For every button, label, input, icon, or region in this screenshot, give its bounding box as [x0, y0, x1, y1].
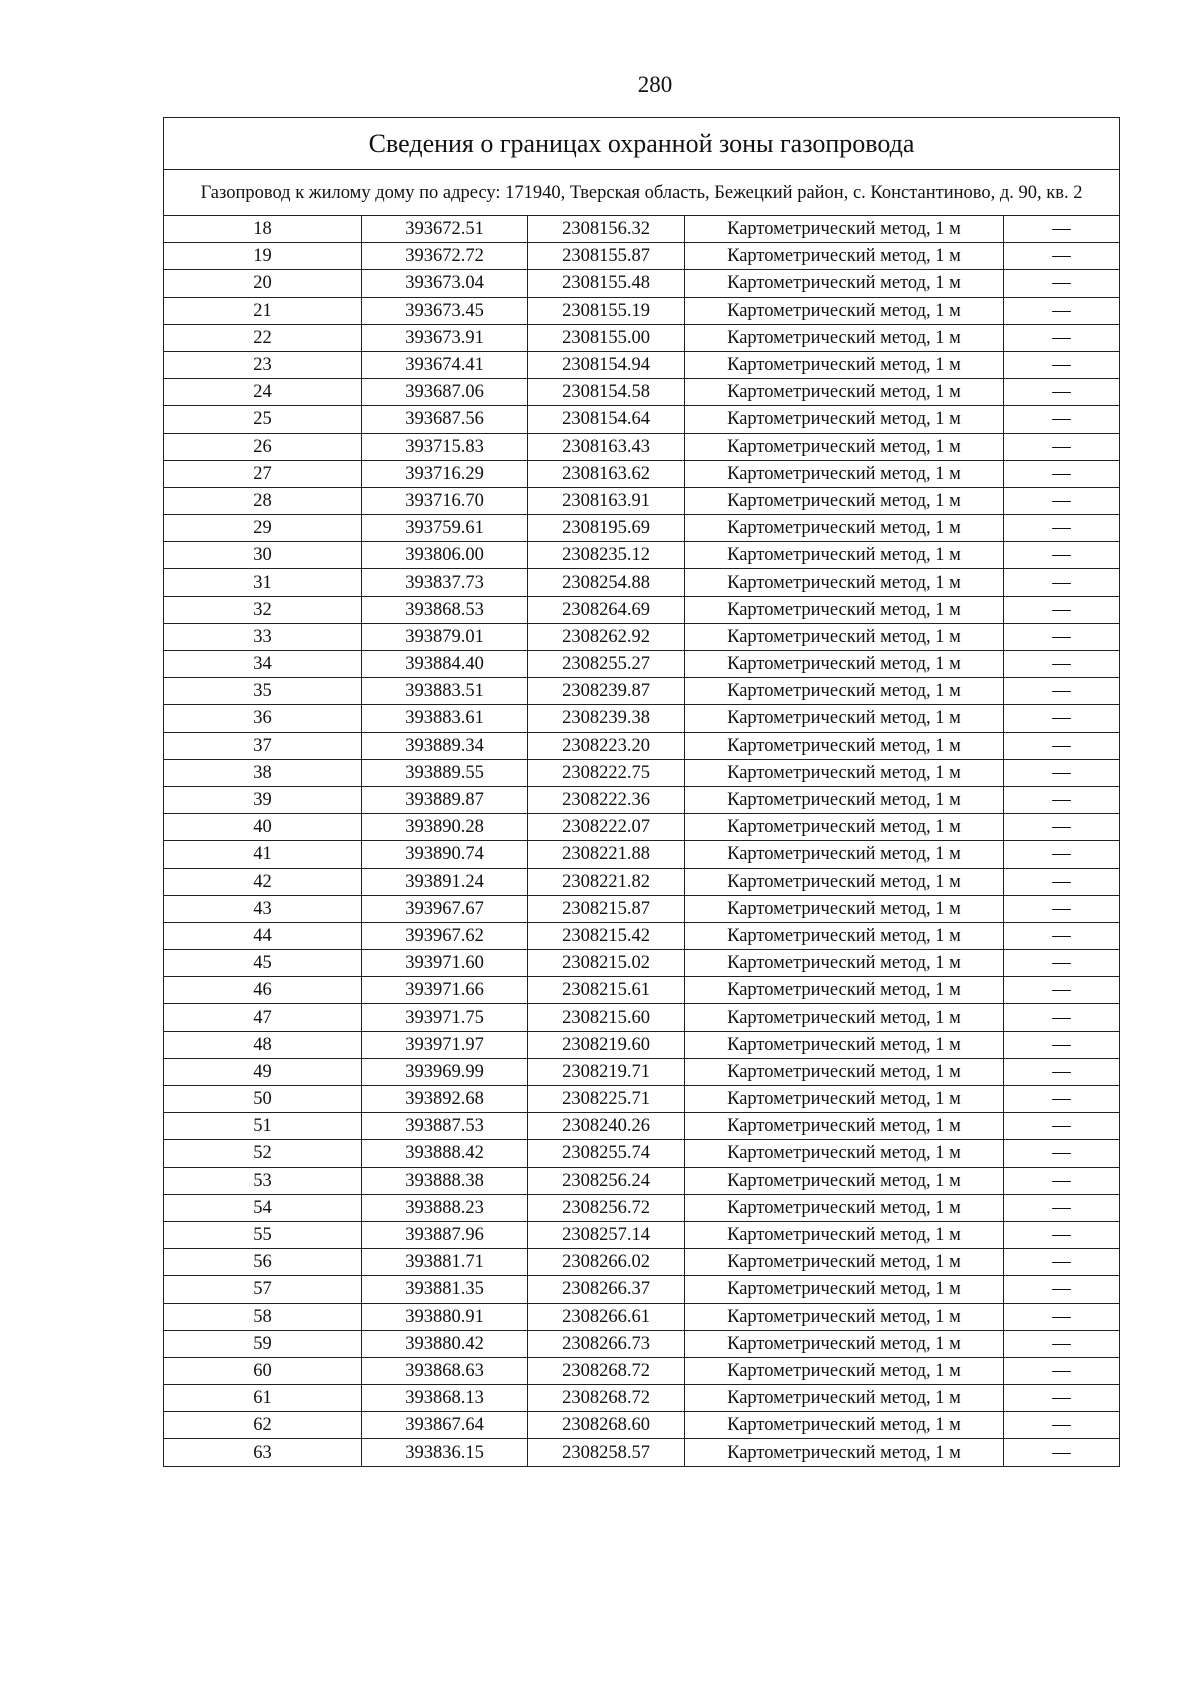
table-row [164, 324, 1120, 351]
method-cell: Картометрический метод, 1 м [685, 950, 1004, 977]
table-row [164, 1113, 1120, 1140]
x-coordinate-cell: 393967.67 [362, 895, 528, 922]
precision-cell: — [1004, 841, 1120, 868]
method-cell: Картометрический метод, 1 м [685, 868, 1004, 895]
x-coordinate-cell: 393971.97 [362, 1031, 528, 1058]
point-number-cell: 50 [164, 1086, 362, 1113]
precision-cell: — [1004, 1058, 1120, 1085]
x-coordinate-cell: 393879.01 [362, 623, 528, 650]
point-number-cell: 32 [164, 596, 362, 623]
table-row [164, 678, 1120, 705]
y-coordinate-cell: 2308262.92 [528, 623, 685, 650]
x-coordinate-cell: 393687.06 [362, 379, 528, 406]
y-coordinate-cell: 2308255.27 [528, 651, 685, 678]
table-row [164, 297, 1120, 324]
table-row [164, 651, 1120, 678]
precision-cell: — [1004, 1439, 1120, 1466]
table-row [164, 759, 1120, 786]
y-coordinate-cell: 2308221.82 [528, 868, 685, 895]
precision-cell: — [1004, 243, 1120, 270]
y-coordinate-cell: 2308225.71 [528, 1086, 685, 1113]
point-number-cell: 30 [164, 542, 362, 569]
y-coordinate-cell: 2308222.36 [528, 786, 685, 813]
precision-cell: — [1004, 1330, 1120, 1357]
point-number-cell: 37 [164, 732, 362, 759]
method-cell: Картометрический метод, 1 м [685, 1058, 1004, 1085]
point-number-cell: 55 [164, 1221, 362, 1248]
point-number-cell: 53 [164, 1167, 362, 1194]
table-row [164, 1357, 1120, 1384]
point-number-cell: 18 [164, 216, 362, 243]
y-coordinate-cell: 2308215.87 [528, 895, 685, 922]
precision-cell: — [1004, 759, 1120, 786]
table-row [164, 1412, 1120, 1439]
x-coordinate-cell: 393674.41 [362, 351, 528, 378]
y-coordinate-cell: 2308154.64 [528, 406, 685, 433]
x-coordinate-cell: 393716.29 [362, 460, 528, 487]
table-row [164, 732, 1120, 759]
method-cell: Картометрический метод, 1 м [685, 1031, 1004, 1058]
x-coordinate-cell: 393673.91 [362, 324, 528, 351]
point-number-cell: 44 [164, 922, 362, 949]
x-coordinate-cell: 393889.34 [362, 732, 528, 759]
precision-cell: — [1004, 678, 1120, 705]
table-row [164, 1086, 1120, 1113]
y-coordinate-cell: 2308156.32 [528, 216, 685, 243]
precision-cell: — [1004, 950, 1120, 977]
point-number-cell: 27 [164, 460, 362, 487]
point-number-cell: 63 [164, 1439, 362, 1466]
y-coordinate-cell: 2308154.94 [528, 351, 685, 378]
table-row [164, 542, 1120, 569]
table-row [164, 569, 1120, 596]
page-number: 280 [637, 72, 673, 97]
precision-cell: — [1004, 569, 1120, 596]
method-cell: Картометрический метод, 1 м [685, 1194, 1004, 1221]
y-coordinate-cell: 2308221.88 [528, 841, 685, 868]
precision-cell: — [1004, 922, 1120, 949]
precision-cell: — [1004, 1303, 1120, 1330]
x-coordinate-cell: 393967.62 [362, 922, 528, 949]
x-coordinate-cell: 393883.61 [362, 705, 528, 732]
y-coordinate-cell: 2308239.87 [528, 678, 685, 705]
x-coordinate-cell: 393868.13 [362, 1385, 528, 1412]
method-cell: Картометрический метод, 1 м [685, 243, 1004, 270]
table-title-row [164, 118, 1120, 170]
y-coordinate-cell: 2308268.60 [528, 1412, 685, 1439]
point-number-cell: 24 [164, 379, 362, 406]
method-cell: Картометрический метод, 1 м [685, 433, 1004, 460]
method-cell: Картометрический метод, 1 м [685, 1330, 1004, 1357]
point-number-cell: 23 [164, 351, 362, 378]
y-coordinate-cell: 2308163.91 [528, 487, 685, 514]
x-coordinate-cell: 393836.15 [362, 1439, 528, 1466]
x-coordinate-cell: 393716.70 [362, 487, 528, 514]
table-row [164, 977, 1120, 1004]
x-coordinate-cell: 393880.42 [362, 1330, 528, 1357]
precision-cell: — [1004, 460, 1120, 487]
table-row [164, 379, 1120, 406]
precision-cell: — [1004, 895, 1120, 922]
precision-cell: — [1004, 1113, 1120, 1140]
y-coordinate-cell: 2308266.73 [528, 1330, 685, 1357]
method-cell: Картометрический метод, 1 м [685, 1140, 1004, 1167]
point-number-cell: 29 [164, 515, 362, 542]
table-row [164, 895, 1120, 922]
point-number-cell: 35 [164, 678, 362, 705]
x-coordinate-cell: 393672.72 [362, 243, 528, 270]
boundary-table [163, 117, 1120, 1467]
y-coordinate-cell: 2308155.19 [528, 297, 685, 324]
y-coordinate-cell: 2308257.14 [528, 1221, 685, 1248]
point-number-cell: 58 [164, 1303, 362, 1330]
precision-cell: — [1004, 515, 1120, 542]
table-row [164, 596, 1120, 623]
table-row [164, 243, 1120, 270]
point-number-cell: 41 [164, 841, 362, 868]
y-coordinate-cell: 2308155.87 [528, 243, 685, 270]
precision-cell: — [1004, 977, 1120, 1004]
point-number-cell: 38 [164, 759, 362, 786]
method-cell: Картометрический метод, 1 м [685, 977, 1004, 1004]
point-number-cell: 62 [164, 1412, 362, 1439]
precision-cell: — [1004, 1249, 1120, 1276]
precision-cell: — [1004, 406, 1120, 433]
point-number-cell: 22 [164, 324, 362, 351]
table-row [164, 1031, 1120, 1058]
point-number-cell: 21 [164, 297, 362, 324]
x-coordinate-cell: 393759.61 [362, 515, 528, 542]
y-coordinate-cell: 2308215.60 [528, 1004, 685, 1031]
x-coordinate-cell: 393880.91 [362, 1303, 528, 1330]
table-row [164, 623, 1120, 650]
point-number-cell: 36 [164, 705, 362, 732]
precision-cell: — [1004, 814, 1120, 841]
x-coordinate-cell: 393888.23 [362, 1194, 528, 1221]
precision-cell: — [1004, 1221, 1120, 1248]
y-coordinate-cell: 2308223.20 [528, 732, 685, 759]
method-cell: Картометрический метод, 1 м [685, 1412, 1004, 1439]
table-row [164, 406, 1120, 433]
precision-cell: — [1004, 1004, 1120, 1031]
method-cell: Картометрический метод, 1 м [685, 922, 1004, 949]
method-cell: Картометрический метод, 1 м [685, 623, 1004, 650]
point-number-cell: 39 [164, 786, 362, 813]
method-cell: Картометрический метод, 1 м [685, 705, 1004, 732]
method-cell: Картометрический метод, 1 м [685, 487, 1004, 514]
method-cell: Картометрический метод, 1 м [685, 895, 1004, 922]
table-row [164, 1330, 1120, 1357]
point-number-cell: 54 [164, 1194, 362, 1221]
x-coordinate-cell: 393891.24 [362, 868, 528, 895]
table-row [164, 814, 1120, 841]
table-subtitle: Газопровод к жилому дому по адресу: 171940, Тверская область, Бежецкий район, с. Константиново, д. 90, кв. 2 [164, 170, 1120, 216]
precision-cell: — [1004, 1412, 1120, 1439]
y-coordinate-cell: 2308163.62 [528, 460, 685, 487]
table-row [164, 1439, 1120, 1466]
method-cell: Картометрический метод, 1 м [685, 324, 1004, 351]
method-cell: Картометрический метод, 1 м [685, 841, 1004, 868]
point-number-cell: 60 [164, 1357, 362, 1384]
table-body [164, 118, 1120, 1467]
precision-cell: — [1004, 297, 1120, 324]
y-coordinate-cell: 2308163.43 [528, 433, 685, 460]
x-coordinate-cell: 393971.75 [362, 1004, 528, 1031]
precision-cell: — [1004, 651, 1120, 678]
point-number-cell: 31 [164, 569, 362, 596]
x-coordinate-cell: 393892.68 [362, 1086, 528, 1113]
point-number-cell: 34 [164, 651, 362, 678]
y-coordinate-cell: 2308258.57 [528, 1439, 685, 1466]
y-coordinate-cell: 2308155.48 [528, 270, 685, 297]
precision-cell: — [1004, 216, 1120, 243]
table-row [164, 1276, 1120, 1303]
table-row [164, 460, 1120, 487]
table-row [164, 1058, 1120, 1085]
precision-cell: — [1004, 1167, 1120, 1194]
table-row [164, 1194, 1120, 1221]
method-cell: Картометрический метод, 1 м [685, 814, 1004, 841]
table-row [164, 515, 1120, 542]
precision-cell: — [1004, 705, 1120, 732]
method-cell: Картометрический метод, 1 м [685, 270, 1004, 297]
method-cell: Картометрический метод, 1 м [685, 1113, 1004, 1140]
y-coordinate-cell: 2308266.02 [528, 1249, 685, 1276]
method-cell: Картометрический метод, 1 м [685, 1221, 1004, 1248]
method-cell: Картометрический метод, 1 м [685, 759, 1004, 786]
y-coordinate-cell: 2308240.26 [528, 1113, 685, 1140]
table-row [164, 216, 1120, 243]
precision-cell: — [1004, 868, 1120, 895]
x-coordinate-cell: 393881.71 [362, 1249, 528, 1276]
point-number-cell: 20 [164, 270, 362, 297]
y-coordinate-cell: 2308222.07 [528, 814, 685, 841]
method-cell: Картометрический метод, 1 м [685, 569, 1004, 596]
method-cell: Картометрический метод, 1 м [685, 732, 1004, 759]
x-coordinate-cell: 393887.96 [362, 1221, 528, 1248]
y-coordinate-cell: 2308268.72 [528, 1385, 685, 1412]
x-coordinate-cell: 393673.45 [362, 297, 528, 324]
x-coordinate-cell: 393867.64 [362, 1412, 528, 1439]
method-cell: Картометрический метод, 1 м [685, 1385, 1004, 1412]
x-coordinate-cell: 393889.55 [362, 759, 528, 786]
precision-cell: — [1004, 542, 1120, 569]
table-row [164, 705, 1120, 732]
table-row [164, 433, 1120, 460]
y-coordinate-cell: 2308268.72 [528, 1357, 685, 1384]
precision-cell: — [1004, 433, 1120, 460]
method-cell: Картометрический метод, 1 м [685, 1276, 1004, 1303]
method-cell: Картометрический метод, 1 м [685, 297, 1004, 324]
method-cell: Картометрический метод, 1 м [685, 1249, 1004, 1276]
point-number-cell: 40 [164, 814, 362, 841]
point-number-cell: 42 [164, 868, 362, 895]
table-row [164, 786, 1120, 813]
table-row [164, 1221, 1120, 1248]
y-coordinate-cell: 2308195.69 [528, 515, 685, 542]
precision-cell: — [1004, 1276, 1120, 1303]
method-cell: Картометрический метод, 1 м [685, 216, 1004, 243]
table-row [164, 950, 1120, 977]
x-coordinate-cell: 393888.42 [362, 1140, 528, 1167]
method-cell: Картометрический метод, 1 м [685, 651, 1004, 678]
x-coordinate-cell: 393971.60 [362, 950, 528, 977]
table-subtitle-row [164, 170, 1120, 216]
y-coordinate-cell: 2308235.12 [528, 542, 685, 569]
point-number-cell: 57 [164, 1276, 362, 1303]
precision-cell: — [1004, 1385, 1120, 1412]
method-cell: Картометрический метод, 1 м [685, 1439, 1004, 1466]
method-cell: Картометрический метод, 1 м [685, 596, 1004, 623]
table-row [164, 487, 1120, 514]
precision-cell: — [1004, 270, 1120, 297]
method-cell: Картометрический метод, 1 м [685, 515, 1004, 542]
x-coordinate-cell: 393868.63 [362, 1357, 528, 1384]
precision-cell: — [1004, 487, 1120, 514]
y-coordinate-cell: 2308254.88 [528, 569, 685, 596]
method-cell: Картометрический метод, 1 м [685, 351, 1004, 378]
method-cell: Картометрический метод, 1 м [685, 542, 1004, 569]
point-number-cell: 25 [164, 406, 362, 433]
point-number-cell: 61 [164, 1385, 362, 1412]
point-number-cell: 43 [164, 895, 362, 922]
precision-cell: — [1004, 379, 1120, 406]
point-number-cell: 28 [164, 487, 362, 514]
table-row [164, 1249, 1120, 1276]
table-row [164, 1385, 1120, 1412]
point-number-cell: 45 [164, 950, 362, 977]
point-number-cell: 56 [164, 1249, 362, 1276]
precision-cell: — [1004, 786, 1120, 813]
point-number-cell: 47 [164, 1004, 362, 1031]
table-row [164, 1004, 1120, 1031]
y-coordinate-cell: 2308215.42 [528, 922, 685, 949]
point-number-cell: 59 [164, 1330, 362, 1357]
method-cell: Картометрический метод, 1 м [685, 1086, 1004, 1113]
method-cell: Картометрический метод, 1 м [685, 1303, 1004, 1330]
point-number-cell: 26 [164, 433, 362, 460]
y-coordinate-cell: 2308222.75 [528, 759, 685, 786]
x-coordinate-cell: 393971.66 [362, 977, 528, 1004]
precision-cell: — [1004, 623, 1120, 650]
table-row [164, 922, 1120, 949]
table-row [164, 1140, 1120, 1167]
method-cell: Картометрический метод, 1 м [685, 1004, 1004, 1031]
point-number-cell: 19 [164, 243, 362, 270]
table-row [164, 270, 1120, 297]
precision-cell: — [1004, 1140, 1120, 1167]
precision-cell: — [1004, 1086, 1120, 1113]
table-title: Сведения о границах охранной зоны газопровода [164, 118, 1120, 170]
method-cell: Картометрический метод, 1 м [685, 1357, 1004, 1384]
method-cell: Картометрический метод, 1 м [685, 786, 1004, 813]
x-coordinate-cell: 393806.00 [362, 542, 528, 569]
y-coordinate-cell: 2308215.61 [528, 977, 685, 1004]
point-number-cell: 48 [164, 1031, 362, 1058]
y-coordinate-cell: 2308219.60 [528, 1031, 685, 1058]
method-cell: Картометрический метод, 1 м [685, 460, 1004, 487]
x-coordinate-cell: 393890.74 [362, 841, 528, 868]
y-coordinate-cell: 2308256.72 [528, 1194, 685, 1221]
y-coordinate-cell: 2308219.71 [528, 1058, 685, 1085]
x-coordinate-cell: 393884.40 [362, 651, 528, 678]
method-cell: Картометрический метод, 1 м [685, 406, 1004, 433]
precision-cell: — [1004, 324, 1120, 351]
y-coordinate-cell: 2308266.61 [528, 1303, 685, 1330]
method-cell: Картометрический метод, 1 м [685, 1167, 1004, 1194]
y-coordinate-cell: 2308155.00 [528, 324, 685, 351]
x-coordinate-cell: 393889.87 [362, 786, 528, 813]
precision-cell: — [1004, 732, 1120, 759]
precision-cell: — [1004, 1357, 1120, 1384]
table-row [164, 351, 1120, 378]
x-coordinate-cell: 393969.99 [362, 1058, 528, 1085]
x-coordinate-cell: 393715.83 [362, 433, 528, 460]
precision-cell: — [1004, 351, 1120, 378]
point-number-cell: 52 [164, 1140, 362, 1167]
y-coordinate-cell: 2308256.24 [528, 1167, 685, 1194]
point-number-cell: 46 [164, 977, 362, 1004]
x-coordinate-cell: 393890.28 [362, 814, 528, 841]
precision-cell: — [1004, 596, 1120, 623]
table-row [164, 868, 1120, 895]
method-cell: Картометрический метод, 1 м [685, 379, 1004, 406]
x-coordinate-cell: 393687.56 [362, 406, 528, 433]
x-coordinate-cell: 393673.04 [362, 270, 528, 297]
x-coordinate-cell: 393888.38 [362, 1167, 528, 1194]
y-coordinate-cell: 2308255.74 [528, 1140, 685, 1167]
precision-cell: — [1004, 1031, 1120, 1058]
x-coordinate-cell: 393868.53 [362, 596, 528, 623]
x-coordinate-cell: 393883.51 [362, 678, 528, 705]
x-coordinate-cell: 393837.73 [362, 569, 528, 596]
precision-cell: — [1004, 1194, 1120, 1221]
table-row [164, 1167, 1120, 1194]
x-coordinate-cell: 393881.35 [362, 1276, 528, 1303]
x-coordinate-cell: 393672.51 [362, 216, 528, 243]
table-row [164, 841, 1120, 868]
x-coordinate-cell: 393887.53 [362, 1113, 528, 1140]
point-number-cell: 51 [164, 1113, 362, 1140]
y-coordinate-cell: 2308264.69 [528, 596, 685, 623]
y-coordinate-cell: 2308239.38 [528, 705, 685, 732]
point-number-cell: 49 [164, 1058, 362, 1085]
table-row [164, 1303, 1120, 1330]
y-coordinate-cell: 2308154.58 [528, 379, 685, 406]
method-cell: Картометрический метод, 1 м [685, 678, 1004, 705]
y-coordinate-cell: 2308266.37 [528, 1276, 685, 1303]
y-coordinate-cell: 2308215.02 [528, 950, 685, 977]
point-number-cell: 33 [164, 623, 362, 650]
